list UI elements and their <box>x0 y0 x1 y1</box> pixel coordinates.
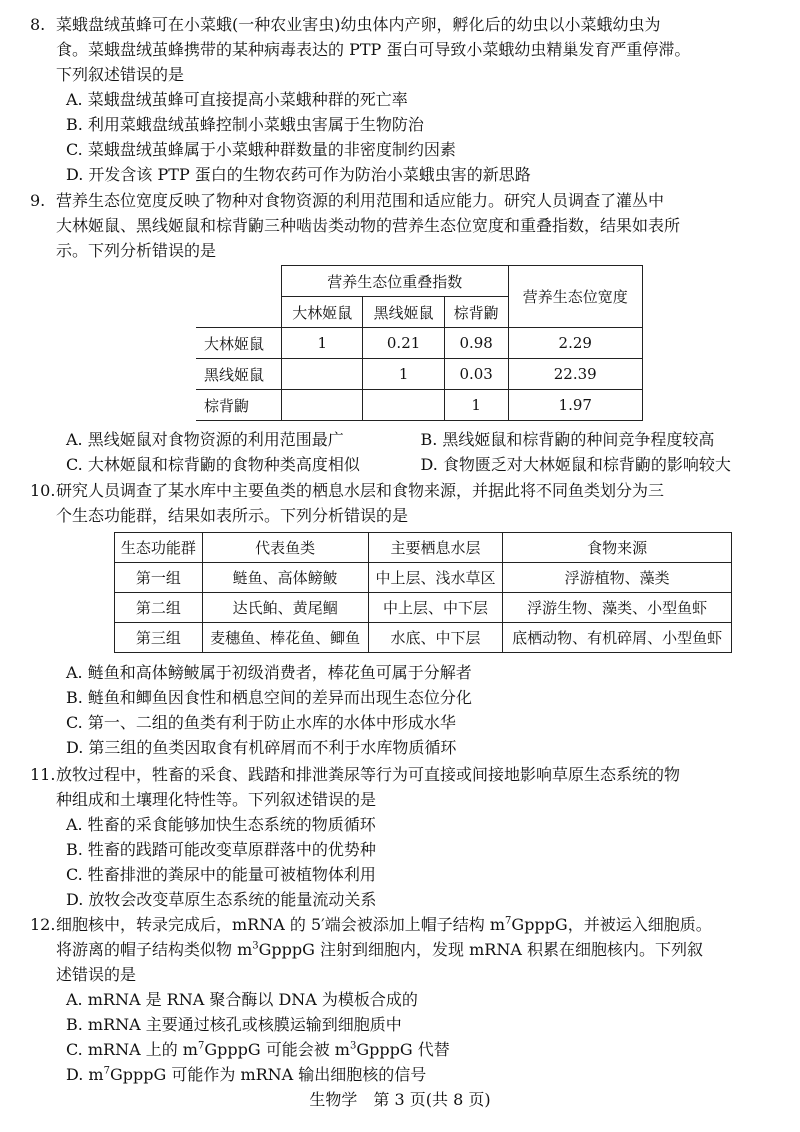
option-d <box>66 1062 775 1087</box>
page-footer: 生物学 第 3 页(共 8 页) <box>309 1090 491 1109</box>
question-stem: 下列叙述错误的是 <box>56 65 185 84</box>
question-number: 8. <box>30 15 46 34</box>
table-cell: 浮游植物、藻类 <box>503 563 732 593</box>
table-header-row <box>115 533 732 563</box>
question-10-options <box>30 660 775 760</box>
question-stem: 述错误的是 <box>56 965 137 984</box>
question-stem: 放牧过程中，牲畜的采食、践踏和排泄粪尿等行为可直接或间接地影响草原生态系统的物 <box>56 765 681 784</box>
table-header: 大林姬鼠 <box>282 297 363 328</box>
table-cell: 1 <box>444 390 508 421</box>
option-text: C. mRNA 上的 m <box>66 1040 198 1059</box>
table-cell: 1.97 <box>508 390 643 421</box>
option-d: D. 放牧会改变草原生态系统的能量流动关系 <box>66 890 377 909</box>
superscript: 7 <box>197 1040 205 1052</box>
question-stem: 示。下列分析错误的是 <box>56 241 217 260</box>
question-stem: 个生态功能群，结果如表所示。下列分析错误的是 <box>56 506 409 525</box>
question-11 <box>30 762 775 912</box>
question-10 <box>30 478 775 528</box>
table-cell: 鲢鱼、高体鳑鲏 <box>202 563 368 593</box>
table-cell <box>363 390 444 421</box>
table-cell: 0.03 <box>444 359 508 390</box>
option-d: D. 开发含该 PTP 蛋白的生物农药可作为防治小菜蛾虫害的新思路 <box>66 165 531 184</box>
option-c <box>66 1037 775 1062</box>
question-number: 9. <box>30 191 46 210</box>
table-header: 食物来源 <box>503 533 732 563</box>
option-a: A. mRNA 是 RNA 聚合酶以 DNA 为模板合成的 <box>66 990 418 1009</box>
table-cell <box>282 390 363 421</box>
table-cell: 浮游生物、藻类、小型鱼虾 <box>503 593 732 623</box>
question-stem: 研究人员调查了某水库中主要鱼类的栖息水层和食物来源，并据此将不同鱼类划分为三 <box>56 481 665 500</box>
superscript: 7 <box>505 915 512 927</box>
table-cell: 底栖动物、有机碎屑、小型鱼虾 <box>503 623 732 653</box>
table-cell: 第三组 <box>115 623 203 653</box>
table-cell: 达氏鲌、黄尾鲴 <box>202 593 368 623</box>
table-row <box>196 328 643 359</box>
table-row <box>196 390 643 421</box>
question-9 <box>30 188 775 263</box>
table-header: 生态功能群 <box>115 533 203 563</box>
table-header: 黑线姬鼠 <box>363 297 444 328</box>
option-text: GpppG 可能作为 mRNA 输出细胞核的信号 <box>109 1065 427 1084</box>
option-d: D. 第三组的鱼类因取食有机碎屑而不利于水库物质循环 <box>66 738 457 757</box>
option-text: D. m <box>66 1065 104 1084</box>
option-a: A. 鲢鱼和高体鳑鲏属于初级消费者，棒花鱼可属于分解者 <box>66 663 472 682</box>
table-cell: 0.21 <box>363 328 444 359</box>
option-b: B. 利用菜蛾盘绒茧蜂控制小菜蛾虫害属于生物防治 <box>66 115 424 134</box>
question-stem: 细胞核中，转录完成后，mRNA 的 5′端会被添加上帽子结构 m <box>56 915 506 934</box>
option-a: A. 黑线姬鼠对食物资源的利用范围最广 <box>66 430 344 449</box>
question-number: 11. <box>30 765 56 784</box>
niche-table <box>196 265 643 421</box>
table-cell: 棕背鼩 <box>196 390 282 421</box>
question-stem: 食。菜蛾盘绒茧蜂携带的某种病毒表达的 PTP 蛋白可导致小菜蛾幼虫精巢发育严重停滞。 <box>56 40 691 59</box>
table-cell: 22.39 <box>508 359 643 390</box>
option-b: B. mRNA 主要通过核孔或核膜运输到细胞质中 <box>66 1015 402 1034</box>
question-9-options <box>30 427 775 477</box>
question-stem: 种组成和土壤理化特性等。下列叙述错误的是 <box>56 790 377 809</box>
table-cell: 第一组 <box>115 563 203 593</box>
table-cell: 中上层、浅水草区 <box>368 563 503 593</box>
table-header: 营养生态位重叠指数 <box>282 266 508 297</box>
superscript: 3 <box>252 940 259 952</box>
option-text: GpppG 可能会被 m <box>204 1040 350 1059</box>
table-cell: 1 <box>282 328 363 359</box>
table-cell: 大林姬鼠 <box>196 328 282 359</box>
table-cell <box>282 359 363 390</box>
table-corner <box>196 266 282 328</box>
question-stem: 营养生态位宽度反映了物种对食物资源的利用范围和适应能力。研究人员调查了灌丛中 <box>56 191 665 210</box>
question-stem: 菜蛾盘绒茧蜂可在小菜蛾(一种农业害虫)幼虫体内产卵，孵化后的幼虫以小菜蛾幼虫为 <box>56 15 661 34</box>
table-row <box>196 359 643 390</box>
question-number: 12. <box>30 915 56 934</box>
table-cell: 中上层、中下层 <box>368 593 503 623</box>
option-c: C. 牲畜排泄的粪尿中的能量可被植物体利用 <box>66 865 376 884</box>
table-header: 主要栖息水层 <box>368 533 503 563</box>
table-cell: 第二组 <box>115 593 203 623</box>
option-c: C. 第一、二组的鱼类有利于防止水库的水体中形成水华 <box>66 713 456 732</box>
question-stem: GpppG，并被运入细胞质。 <box>511 915 712 934</box>
table-cell: 2.29 <box>508 328 643 359</box>
question-number: 10. <box>30 481 56 500</box>
question-8 <box>30 12 775 187</box>
fish-table <box>114 532 732 653</box>
table-header: 营养生态位宽度 <box>508 266 643 328</box>
table-cell: 黑线姬鼠 <box>196 359 282 390</box>
table-row <box>115 593 732 623</box>
table-header: 棕背鼩 <box>444 297 508 328</box>
table-cell: 水底、中下层 <box>368 623 503 653</box>
question-stem: 大林姬鼠、黑线姬鼠和棕背鼩三种啮齿类动物的营养生态位宽度和重叠指数，结果如表所 <box>56 216 681 235</box>
superscript: 3 <box>349 1040 357 1052</box>
option-b: B. 鲢鱼和鲫鱼因食性和栖息空间的差异而出现生态位分化 <box>66 688 472 707</box>
option-c: C. 大林姬鼠和棕背鼩的食物种类高度相似 <box>66 455 360 474</box>
option-d: D. 食物匮乏对大林姬鼠和棕背鼩的影响较大 <box>420 455 731 474</box>
table-row <box>115 563 732 593</box>
question-12 <box>30 912 775 1087</box>
table-cell: 麦穗鱼、棒花鱼、鲫鱼 <box>202 623 368 653</box>
question-stem: GpppG 注射到细胞内，发现 mRNA 积累在细胞核内。下列叙 <box>258 940 703 959</box>
table-header: 代表鱼类 <box>202 533 368 563</box>
table-cell: 1 <box>363 359 444 390</box>
superscript: 7 <box>103 1065 110 1077</box>
option-a: A. 牲畜的采食能够加快生态系统的物质循环 <box>66 815 376 834</box>
table-cell: 0.98 <box>444 328 508 359</box>
option-a: A. 菜蛾盘绒茧蜂可直接提高小菜蛾种群的死亡率 <box>66 90 408 109</box>
option-text: GpppG 代替 <box>356 1040 450 1059</box>
question-stem: 将游离的帽子结构类似物 m <box>56 940 253 959</box>
option-c: C. 菜蛾盘绒茧蜂属于小菜蛾种群数量的非密度制约因素 <box>66 140 456 159</box>
option-b: B. 牲畜的践踏可能改变草原群落中的优势种 <box>66 840 376 859</box>
table-row <box>115 623 732 653</box>
option-b: B. 黑线姬鼠和棕背鼩的种间竞争程度较高 <box>420 430 715 449</box>
